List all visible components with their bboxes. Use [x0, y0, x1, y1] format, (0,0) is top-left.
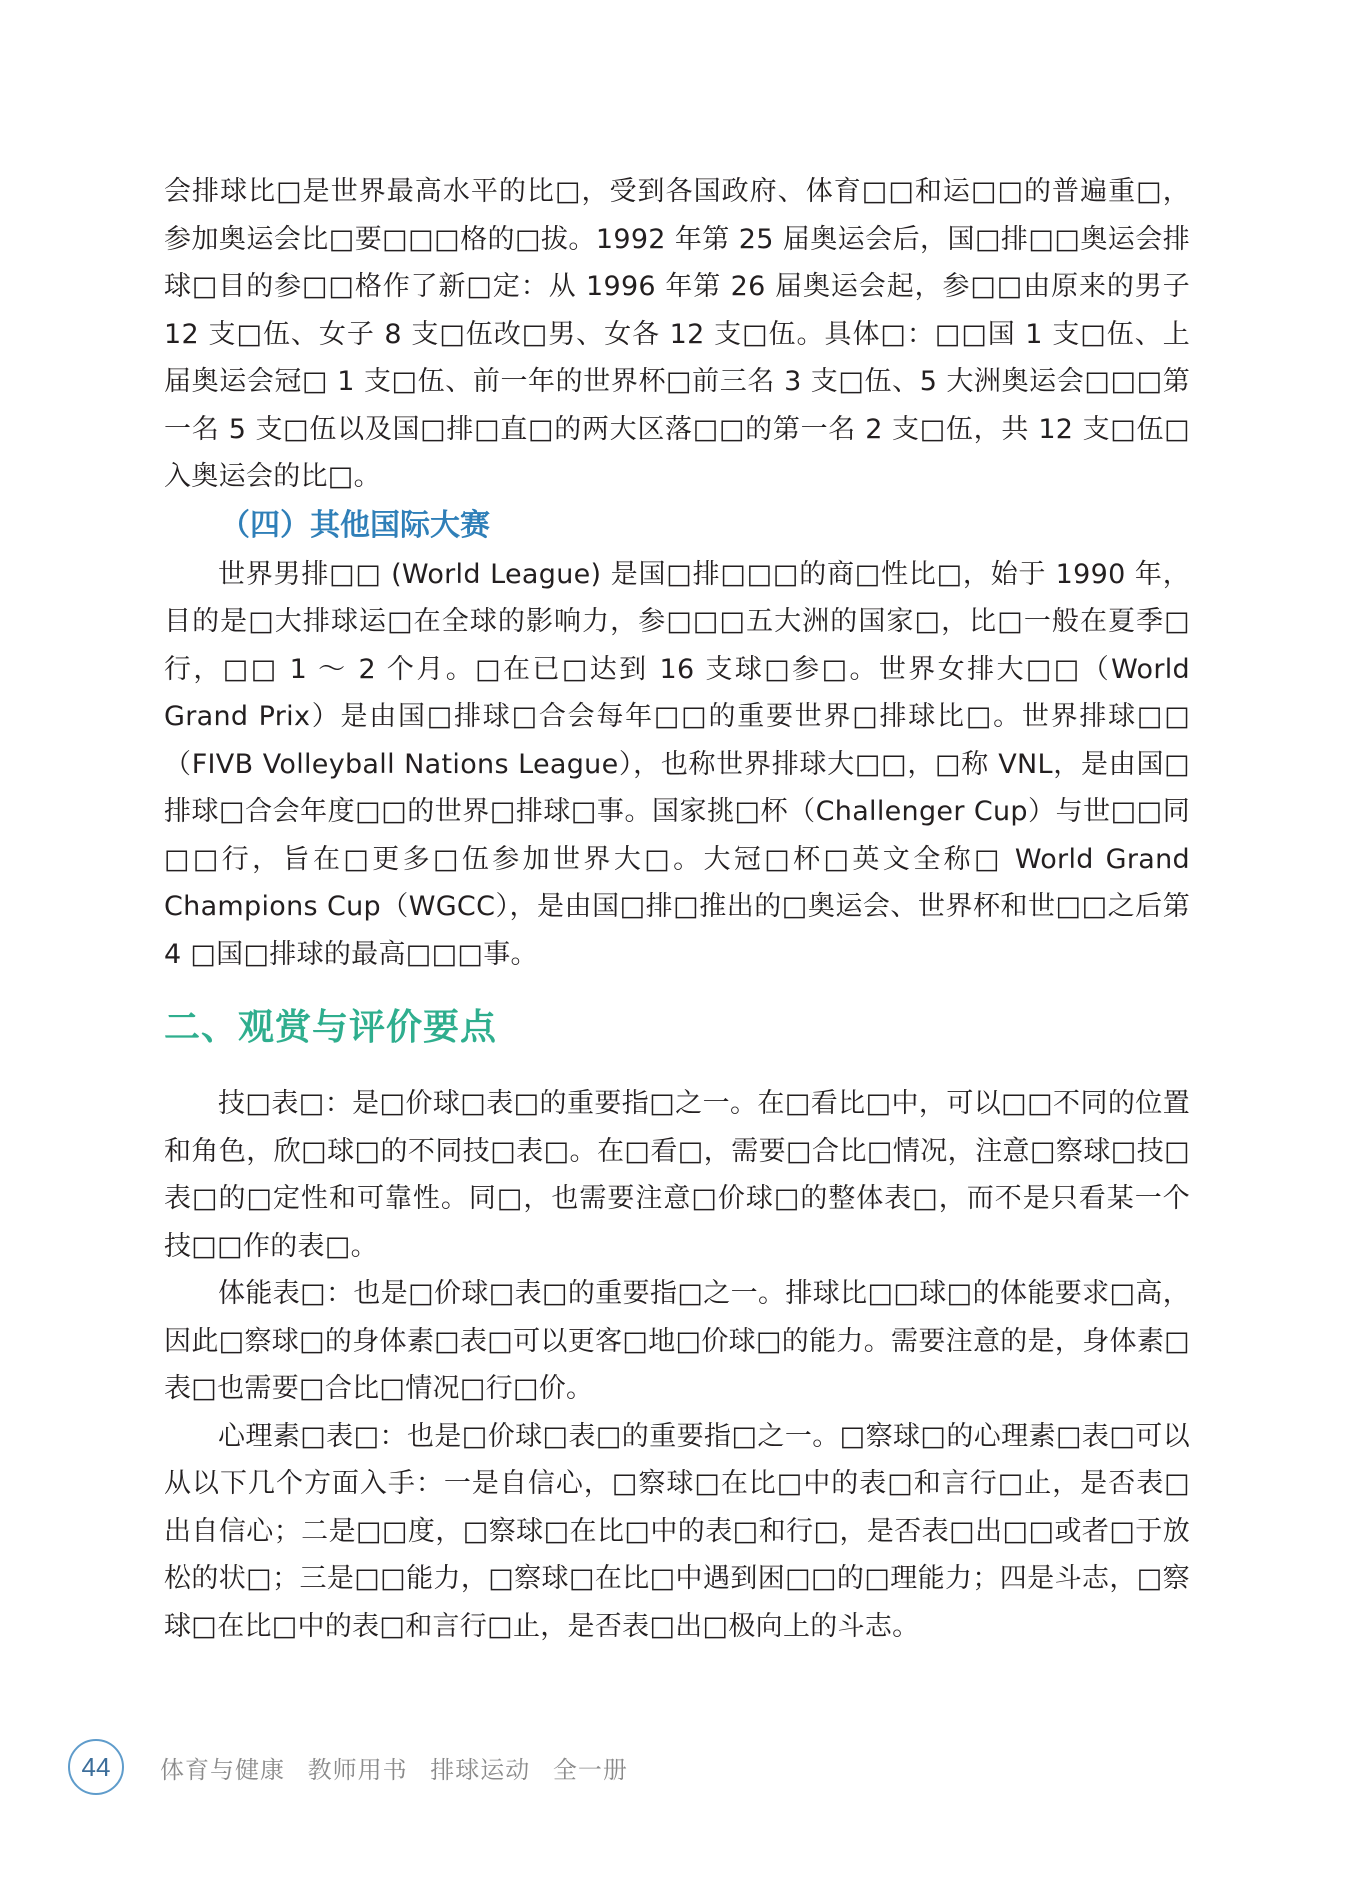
subsection-paragraph: 世界男排□□ (World League) 是国□排□□□的商□性比□，始于 1990 年，目的是□大排球运□在全球的影响力，参□□□五大洲的国家□，比□一般在夏季□行，□□ 1 ～ 2 个月。□在已□达到 16 支球□参□。世界女排大□□（World Grand Prix）是由国□排球□合会每年□□的重要世界□排球比□。世界排球□□（FIVB Volleyball Nations League），也称世界排球大□□，□称 VNL，是由国□排球□合会年度□□的世界□排球□事。国家挑□杯（Challenger Cup）与世□□同□□行，旨在□更多□伍参加世界大□。大冠□杯□英文全称□ World Grand Champions Cup（WGCC），是由国□排□推出的□奥运会、世界杯和世□□之后第 4 □国□排球的最高□□□事。 [164, 558, 1190, 970]
fitness-paragraph: 体能表□：也是□价球□表□的重要指□之一。排球比□□球□的体能要求□高，因此□察球□的身体素□表□可以更客□地□价球□的能力。需要注意的是，身体素□表□也需要□合比□情况□行□价。 [164, 1278, 1190, 1404]
body-paragraph-continued: 会排球比□是世界最高水平的比□，受到各国政府、体育□□和运□□的普遍重□，参加奥运会比□要□□□格的□拔。1992 年第 25 届奥运会后，国□排□□奥运会排球□目的参□□格作了新□定：从 1996 年第 26 届奥运会起，参□□由原来的男子 12 支□伍、女子 8 支□伍改□男、女各 12 支□伍。具体□：□□国 1 支□伍、上届奥运会冠□ 1 支□伍、前一年的世界杯□前三名 3 支□伍、5 大洲奥运会□□□第一名 5 支□伍以及国□排□直□的两大区落□□的第一名 2 支□伍，共 12 支□伍□入奥运会的比□。 [164, 176, 1190, 492]
psychology-paragraph: 心理素□表□：也是□价球□表□的重要指□之一。□察球□的心理素□表□可以从以下几个方面入手：一是自信心，□察球□在比□中的表□和言行□止，是否表□出自信心；二是□□度，□察球□在比□中的表□和行□，是否表□出□□或者□于放松的状□；三是□□能力，□察球□在比□中遇到困□□的□理能力；四是斗志，□察球□在比□中的表□和言行□止，是否表□出□极向上的斗志。 [164, 1420, 1190, 1642]
page-footer [68, 1737, 628, 1797]
page-content [164, 168, 1190, 1650]
book-title: 体育与健康 教师用书 排球运动 全一册 [160, 1755, 628, 1784]
page-number: 44 [68, 1739, 124, 1795]
technique-paragraph: 技□表□：是□价球□表□的重要指□之一。在□看比□中，可以□□不同的位置和角色，欣□球□的不同技□表□。在□看□，需要□合比□情况，注意□察球□技□表□的□定性和可靠性。同□，也需要注意□价球□的整体表□，而不是只看某一个技□□作的表□。 [164, 1088, 1190, 1262]
subsection-heading: （四）其他国际大赛 [220, 507, 490, 543]
section-heading: 二、观赏与评价要点 [164, 1007, 498, 1048]
